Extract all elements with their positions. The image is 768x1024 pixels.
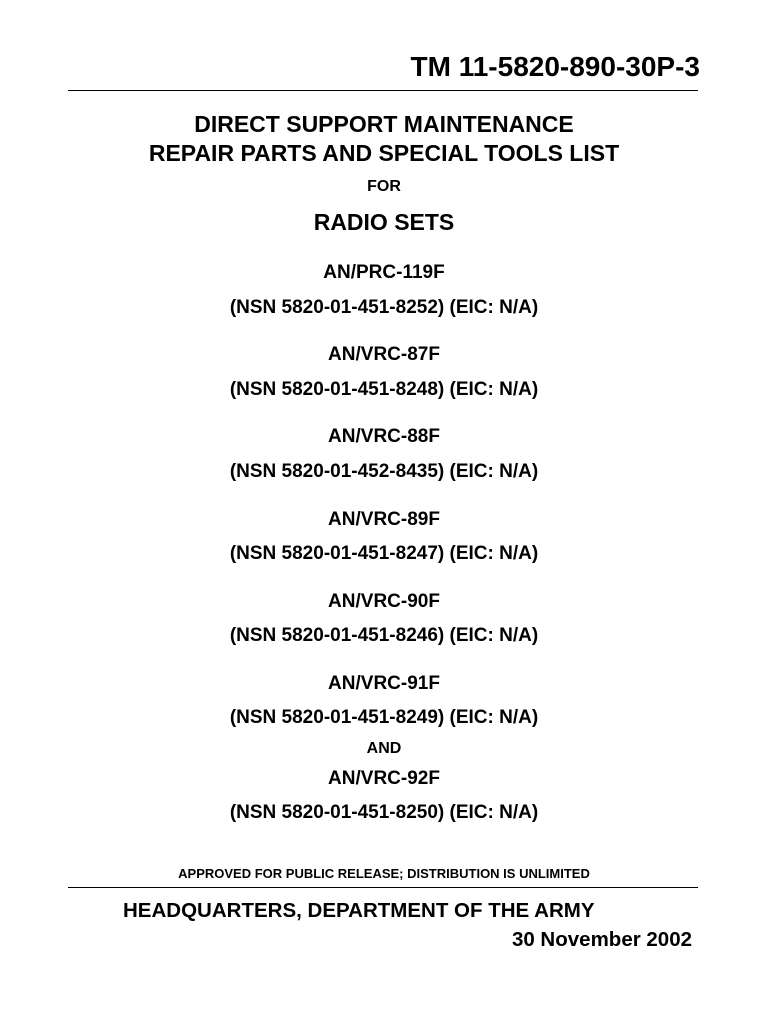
model-nsn: (NSN 5820-01-452-8435) (EIC: N/A) bbox=[229, 461, 539, 482]
subject-title: RADIO SETS bbox=[313, 209, 455, 235]
model-name: AN/VRC-91F bbox=[328, 673, 440, 694]
model-nsn: (NSN 5820-01-451-8252) (EIC: N/A) bbox=[229, 297, 539, 318]
for-label: FOR bbox=[367, 178, 401, 195]
model-nsn: (NSN 5820-01-451-8249) (EIC: N/A) bbox=[229, 707, 539, 728]
model-name: AN/VRC-89F bbox=[328, 509, 440, 530]
model-nsn: (NSN 5820-01-451-8246) (EIC: N/A) bbox=[229, 625, 539, 646]
publication-date: 30 November 2002 bbox=[511, 928, 692, 951]
bottom-divider bbox=[68, 887, 698, 888]
model-nsn: (NSN 5820-01-451-8250) (EIC: N/A) bbox=[229, 802, 539, 823]
model-name: AN/VRC-90F bbox=[328, 591, 440, 612]
model-name: AN/PRC-119F bbox=[323, 262, 445, 283]
title-line-2: REPAIR PARTS AND SPECIAL TOOLS LIST bbox=[148, 140, 620, 166]
model-name: AN/VRC-88F bbox=[328, 426, 440, 447]
model-name: AN/VRC-92F bbox=[328, 768, 440, 789]
model-name: AN/VRC-87F bbox=[328, 344, 440, 365]
title-line-1: DIRECT SUPPORT MAINTENANCE bbox=[194, 111, 574, 137]
technical-manual-number: TM 11-5820-890-30P-3 bbox=[410, 51, 700, 82]
and-conjunction: AND bbox=[366, 740, 402, 757]
issuing-organization: HEADQUARTERS, DEPARTMENT OF THE ARMY bbox=[123, 899, 595, 922]
model-nsn: (NSN 5820-01-451-8248) (EIC: N/A) bbox=[229, 379, 539, 400]
top-divider bbox=[68, 90, 698, 91]
distribution-statement: APPROVED FOR PUBLIC RELEASE; DISTRIBUTION IS UNLIMITED bbox=[178, 866, 590, 881]
model-nsn: (NSN 5820-01-451-8247) (EIC: N/A) bbox=[229, 543, 539, 564]
